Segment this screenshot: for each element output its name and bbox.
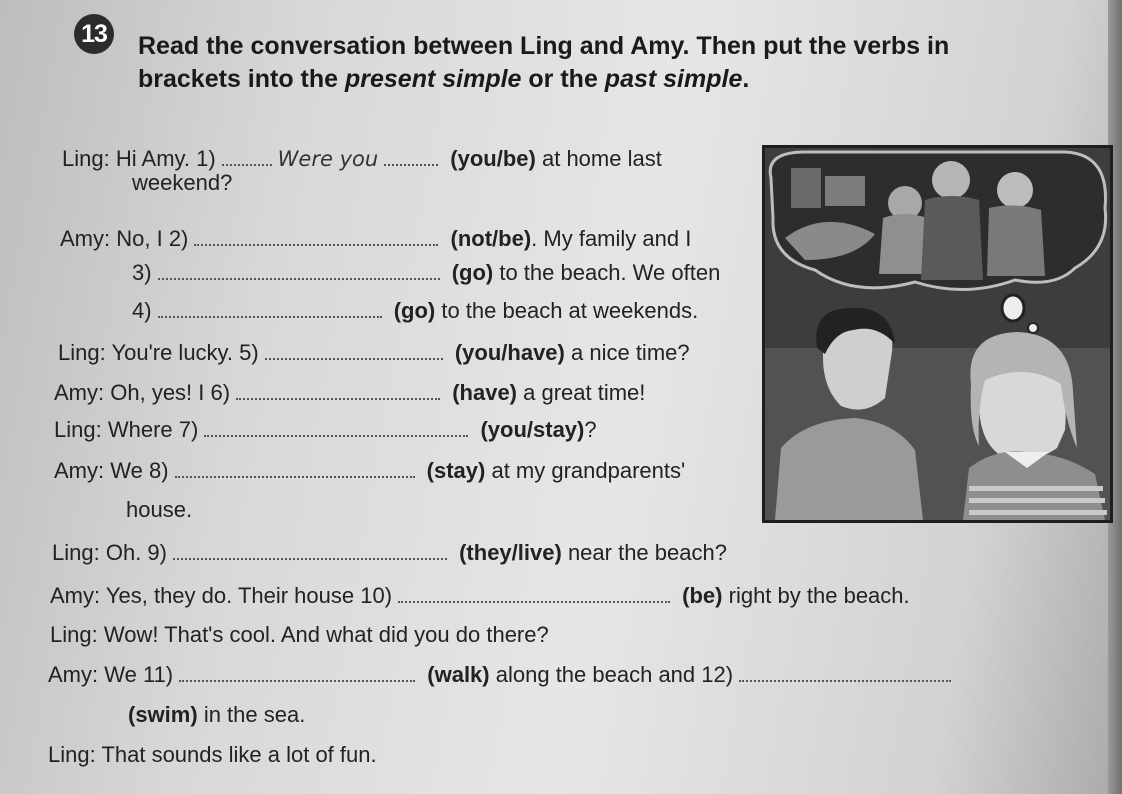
- dialogue-line-2: weekend?: [132, 170, 233, 195]
- woman-body: [987, 205, 1045, 276]
- thought-dot-large: [1002, 295, 1024, 321]
- man-body: [921, 196, 983, 280]
- answer-blank-9[interactable]: [173, 552, 447, 560]
- answer-blank-10[interactable]: [398, 595, 670, 603]
- dialogue-line-1: Ling: Hi Amy. 1) Were you (you/be) at home last: [62, 146, 662, 171]
- answer-blank-7[interactable]: [204, 429, 468, 437]
- dialogue-line-13: Ling: Wow! That's cool. And what did you do there?: [50, 622, 549, 647]
- dialogue-line-10: house.: [126, 497, 193, 522]
- answer-blank-3[interactable]: [158, 272, 440, 280]
- dialogue-line-5: 4) (go) to the beach at weekends.: [132, 298, 699, 323]
- exercise-number-badge: 13: [74, 14, 114, 54]
- dialogue-line-14: Amy: We 11) (walk) along the beach and 12): [48, 662, 957, 688]
- answer-1[interactable]: Were you: [277, 147, 379, 171]
- answer-blank-5[interactable]: [265, 352, 443, 360]
- dialogue-line-16: Ling: That sounds like a lot of fun.: [48, 742, 377, 767]
- beach-building: [825, 176, 865, 206]
- answer-blank-12[interactable]: [739, 674, 951, 682]
- answer-blank-11[interactable]: [179, 674, 415, 682]
- thought-dot-small: [1028, 323, 1038, 333]
- dialogue-line-3: Amy: No, I 2) (not/be). My family and I: [60, 226, 692, 251]
- dialogue-line-15: (swim) in the sea.: [128, 702, 306, 727]
- dialogue-line-4: 3) (go) to the beach. We often: [132, 260, 721, 285]
- dialogue-line-12: Amy: Yes, they do. Their house 10) (be) right by the beach.: [50, 583, 910, 608]
- answer-blank-6[interactable]: [236, 392, 440, 400]
- illustration-ling-amy-thought-bubble: [762, 145, 1113, 523]
- dialogue-line-7: Amy: Oh, yes! I 6) (have) a great time!: [54, 380, 646, 405]
- man-head: [932, 161, 970, 199]
- exercise-instruction: Read the conversation between Ling and Amy. Then put the verbs in brackets into the present simple or the past simple.: [138, 32, 950, 93]
- beach-building: [791, 168, 821, 208]
- dialogue-line-6: Ling: You're lucky. 5) (you/have) a nice time?: [58, 340, 690, 365]
- girl-top-stripes: [969, 486, 1107, 515]
- answer-blank-2[interactable]: [194, 238, 438, 246]
- dialogue-line-8: Ling: Where 7) (you/stay)?: [54, 417, 597, 442]
- woman-head: [997, 172, 1033, 208]
- dialogue-line-9: Amy: We 8) (stay) at my grandparents': [54, 458, 686, 483]
- answer-blank-4[interactable]: [158, 310, 382, 318]
- answer-blank-8[interactable]: [175, 470, 415, 478]
- dialogue-line-11: Ling: Oh. 9) (they/live) near the beach?: [52, 540, 727, 565]
- illustration-svg: [765, 148, 1110, 520]
